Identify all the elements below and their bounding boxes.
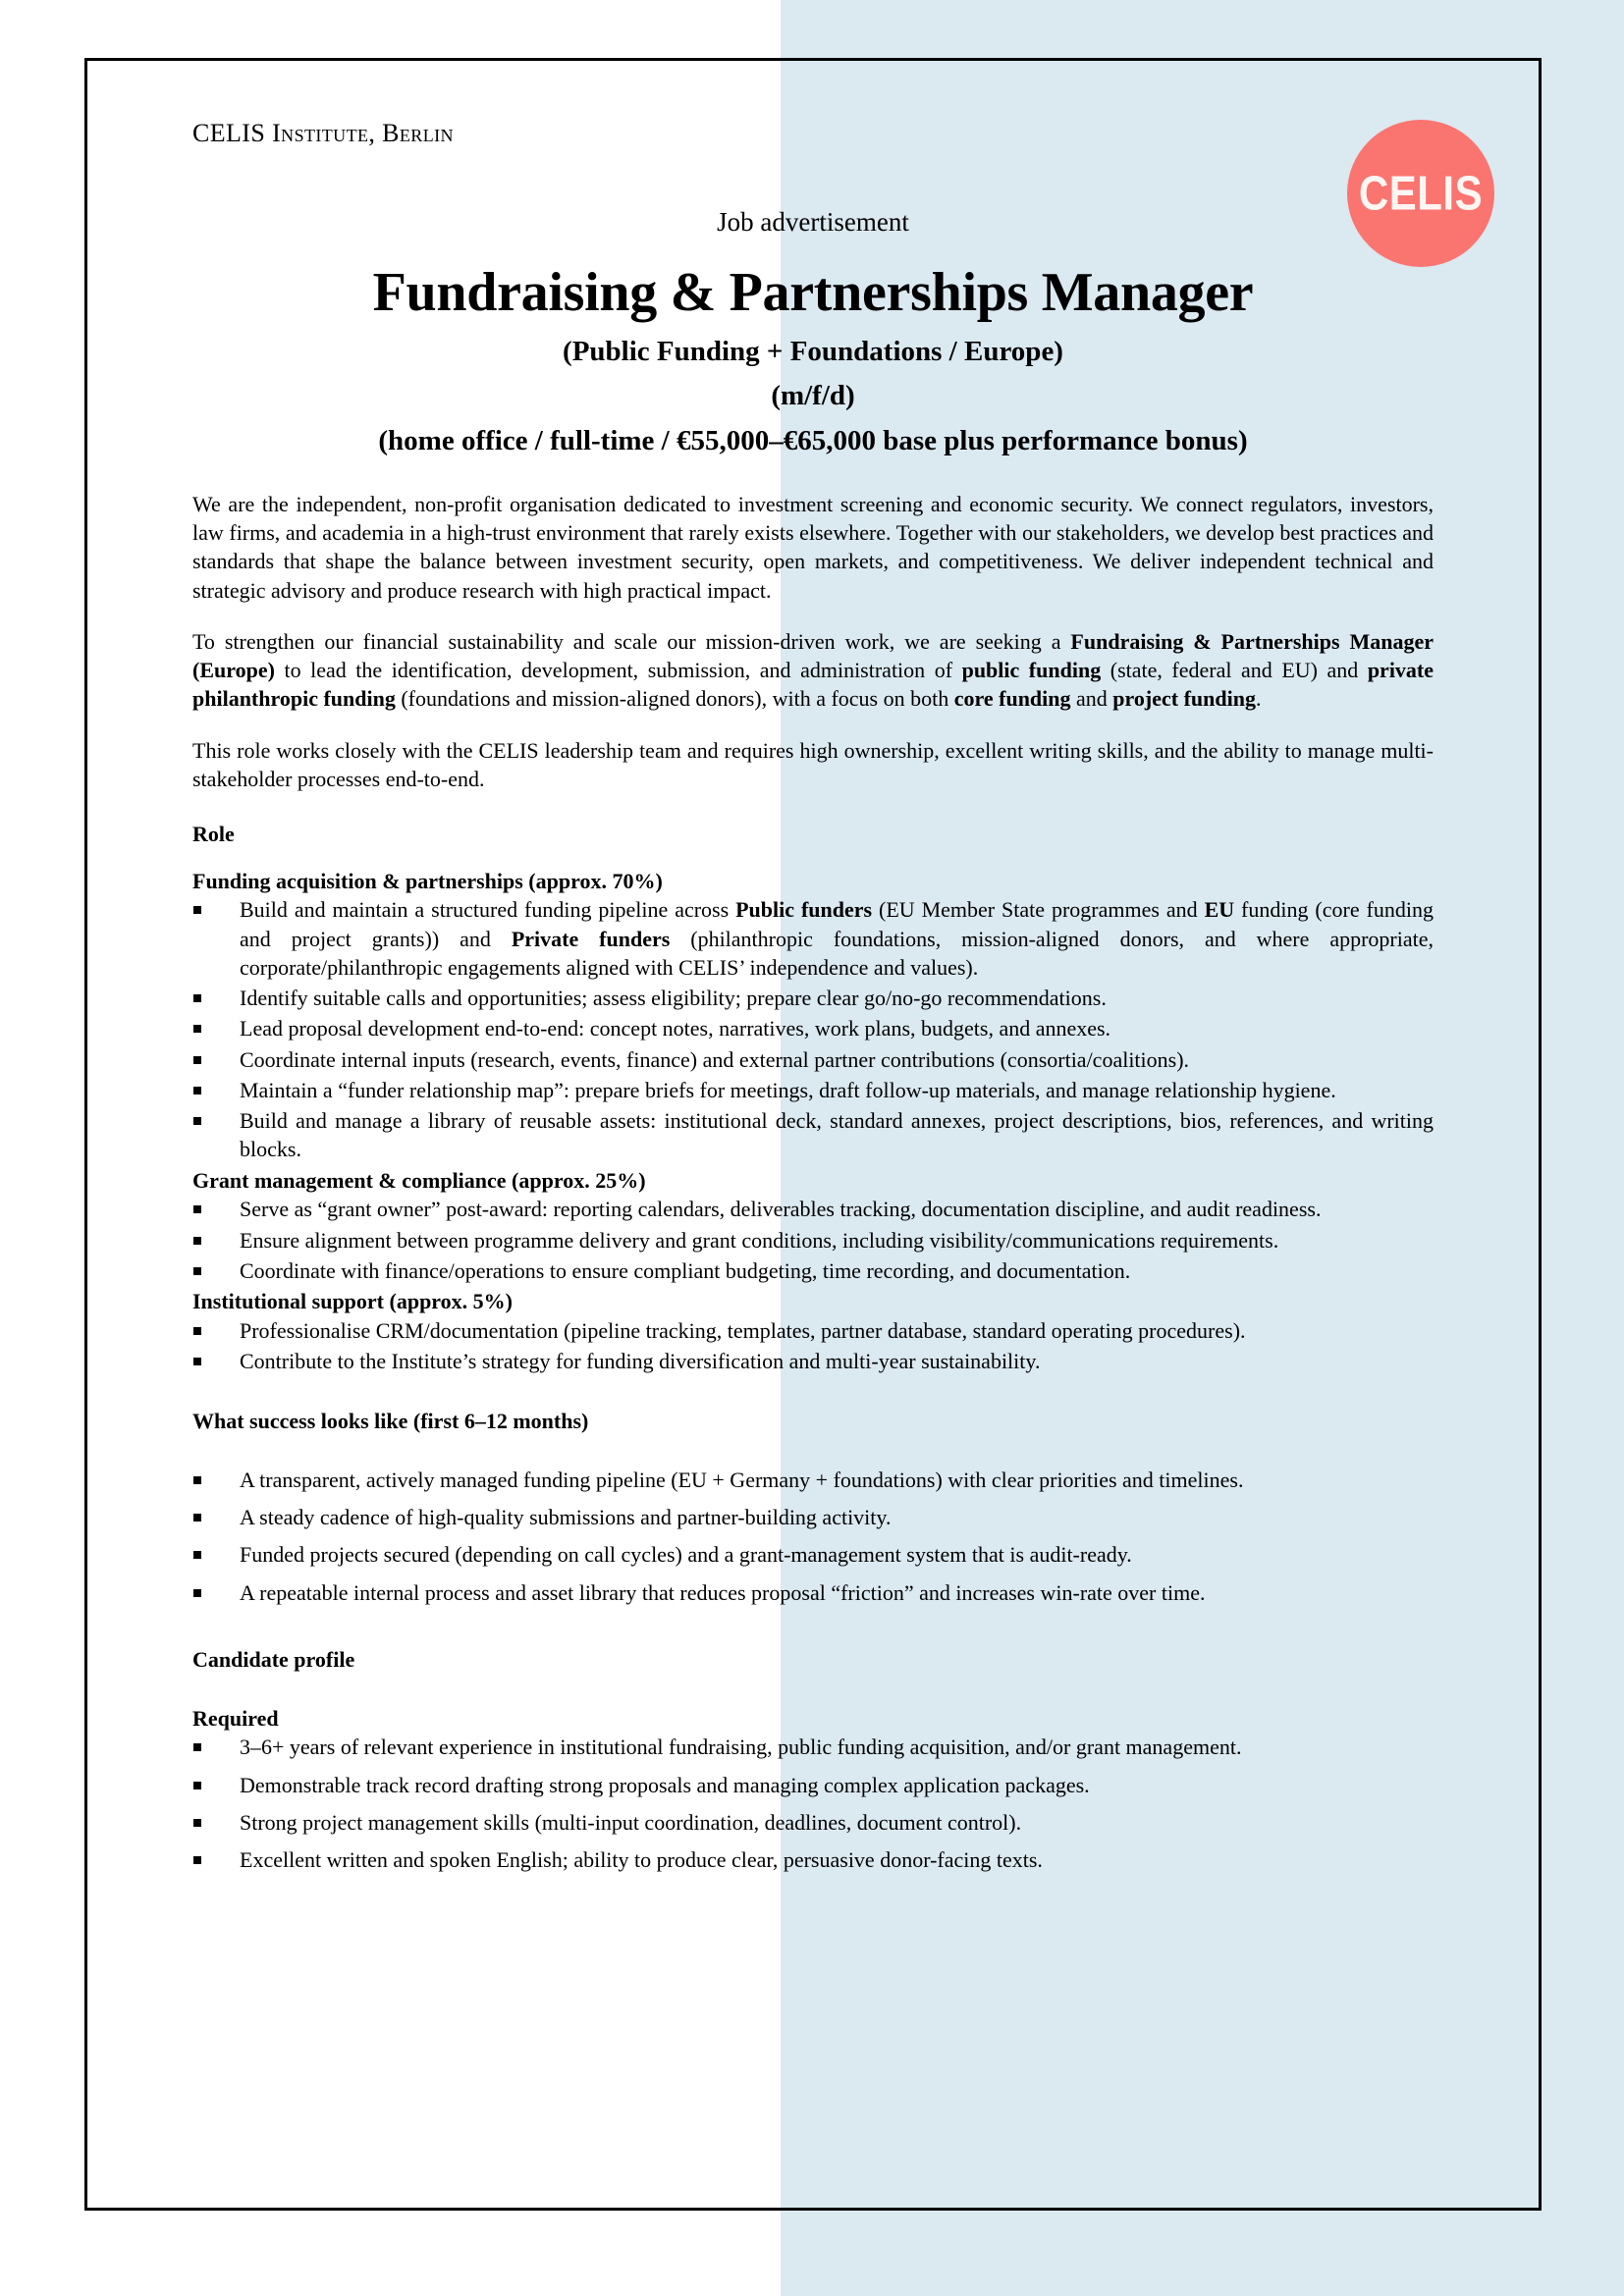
list-item: Coordinate internal inputs (research, events, finance) and external partner contributions (consortia/coalitions). [192, 1045, 1434, 1074]
bullet-part-2: (EU Member State programmes and [872, 897, 1205, 923]
bullet-part-4: (philanthropic foundations, mission-aligned donors, and where appropriate, corporate/philanthropic engagements aligned with CELIS’ independence and values). [240, 926, 1435, 980]
list-item: A transparent, actively managed funding pipeline (EU + Germany + foundations) with clear priorities and timelines. [192, 1466, 1434, 1494]
section-heading-success: What success looks like (first 6–12 months) [192, 1409, 589, 1434]
subtitle-scope: (Public Funding + Foundations / Europe) [563, 335, 1063, 367]
list-item: Build and manage a library of reusable assets: institutional deck, standard annexes, project descriptions, bios, references, and writing blocks. [192, 1106, 1434, 1164]
list-item: Demonstrable track record drafting strong proposals and managing complex application packages. [192, 1771, 1434, 1799]
bullet-bold-2: EU [1204, 897, 1235, 923]
list-item: Maintain a “funder relationship map”: prepare briefs for meetings, draft follow-up materials, and manage relationship hygiene. [192, 1076, 1434, 1104]
bullet-part-3: funding (core funding and project grants)) and [240, 897, 1434, 951]
subtitle-terms: (home office / full-time / €55,000–€65,000 base plus performance bonus) [378, 425, 1248, 457]
bullet-list-success [192, 1466, 1434, 1607]
p2-part-5: and [1070, 686, 1113, 712]
bullet-list-institutional-support [192, 1316, 1434, 1376]
list-item: Strong project management skills (multi-input coordination, deadlines, document control). [192, 1808, 1434, 1837]
p2-part-1: To strengthen our financial sustainability and scale our mission-driven work, we are seeking a [192, 628, 1071, 654]
list-item: Lead proposal development end-to-end: concept notes, narratives, work plans, budgets, and annexes. [192, 1014, 1434, 1042]
list-item: Ensure alignment between programme delivery and grant conditions, including visibility/communications requirements. [192, 1226, 1434, 1255]
p2-bold-2: public funding [961, 658, 1102, 683]
group-heading-funding-acquisition: Funding acquisition & partnerships (approx. 70%) [192, 868, 663, 893]
list-item: Excellent written and spoken English; ability to produce clear, persuasive donor-facing texts. [192, 1845, 1434, 1874]
list-item: Identify suitable calls and opportunities; assess eligibility; prepare clear go/no-go recommendations. [192, 984, 1434, 1012]
intro-paragraph-2 [192, 627, 1434, 714]
p2-bold-1: Fundraising & Partnerships Manager (Europe) [192, 628, 1434, 683]
bullet-bold-1: Public funders [735, 897, 873, 923]
celis-logo-text: CELIS [1358, 165, 1484, 221]
document-content [192, 118, 1434, 1883]
bullet-list-funding-acquisition [192, 895, 1434, 1163]
intro-paragraph-3: This role works closely with the CELIS leadership team and requires high ownership, excellent writing skills, and the ability to manage multi-stakeholder processes end-to-end. [192, 737, 1434, 791]
p2-part-2: to lead the identification, development, submission, and administration of [274, 658, 962, 683]
p2-part-3: (state, federal and EU) and [1101, 658, 1368, 683]
section-heading-candidate-profile: Candidate profile [192, 1646, 355, 1672]
p2-part-6: . [1255, 686, 1262, 712]
list-item: Professionalise CRM/documentation (pipeline tracking, templates, partner database, standard operating procedures). [192, 1316, 1434, 1345]
list-item: Funded projects secured (depending on call cycles) and a grant-management system that is audit-ready. [192, 1540, 1434, 1569]
list-item: A steady cadence of high-quality submissions and partner-building activity. [192, 1503, 1434, 1531]
p2-bold-4: core funding [953, 686, 1071, 712]
celis-logo [1347, 120, 1494, 267]
bullet-part-1: Build and maintain a structured funding pipeline across [240, 897, 736, 923]
intro-paragraph-1: We are the independent, non-profit organisation dedicated to investment screening and economic security. We connect regulators, investors, law firms, and academia in a high-trust environment that rarely exists elsewhere. Together with our stakeholders, we develop best practices and standards that shape the balance between investment security, open markets, and competitiveness. We deliver independent technical and strategic advisory and produce research with high practical impact. [192, 491, 1434, 603]
list-item: Contribute to the Institute’s strategy for funding diversification and multi-year sustainability. [192, 1347, 1434, 1375]
group-heading-grant-management: Grant management & compliance (approx. 25%) [192, 1167, 646, 1193]
list-item: Coordinate with finance/operations to ensure compliant budgeting, time recording, and documentation. [192, 1256, 1434, 1285]
list-item: A repeatable internal process and asset library that reduces proposal “friction” and increases win-rate over time. [192, 1578, 1434, 1607]
section-heading-role: Role [192, 822, 235, 847]
p2-part-4: (foundations and mission-aligned donors), with a focus on both [395, 686, 954, 712]
group-heading-institutional-support: Institutional support (approx. 5%) [192, 1289, 513, 1314]
bullet-list-required [192, 1733, 1434, 1874]
page-title: Fundraising & Partnerships Manager [372, 262, 1254, 324]
organisation-line: CELIS Institute, Berlin [192, 119, 454, 147]
bullet-list-grant-management [192, 1195, 1434, 1285]
subtitle-gender: (m/f/d) [771, 380, 855, 412]
p2-bold-5: project funding [1112, 686, 1256, 712]
p2-bold-3: private philanthropic funding [192, 658, 1435, 712]
list-item: Serve as “grant owner” post-award: reporting calendars, deliverables tracking, documentation discipline, and audit readiness. [192, 1195, 1434, 1223]
bullet-bold-3: Private funders [511, 926, 671, 951]
document-kicker: Job advertisement [717, 207, 909, 238]
list-item: 3–6+ years of relevant experience in institutional fundraising, public funding acquisition, and/or grant management. [192, 1733, 1434, 1761]
subheading-required: Required [192, 1705, 279, 1731]
list-item [192, 895, 1434, 982]
